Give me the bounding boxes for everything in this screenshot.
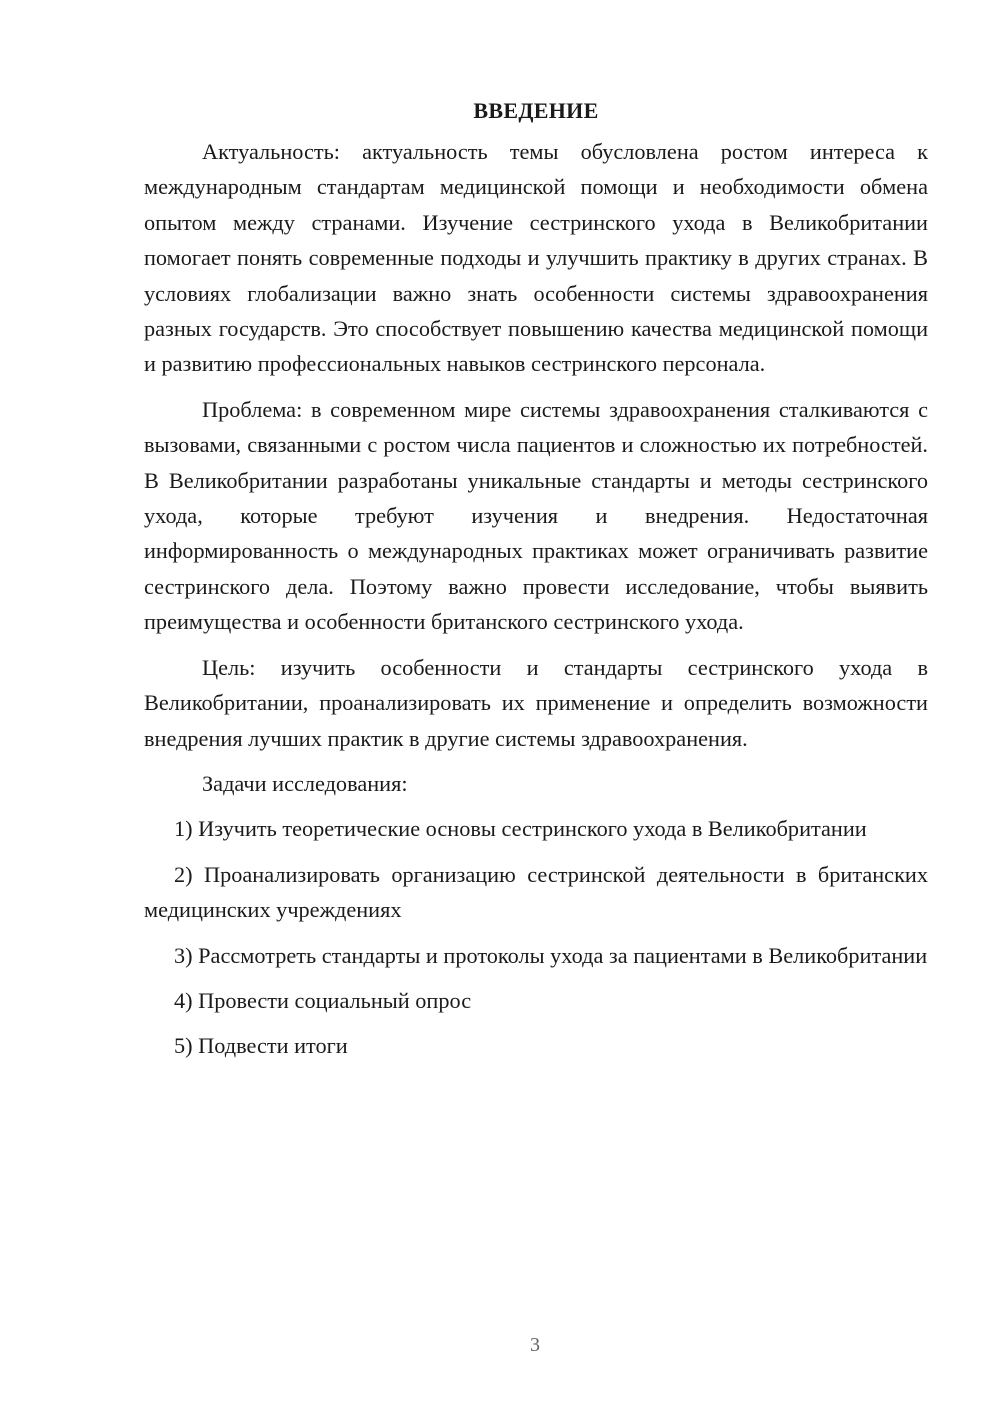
document-page bbox=[144, 96, 928, 1074]
task-item: 2) Проанализировать организацию сестринской деятельности в британских медицинских учреждениях bbox=[144, 861, 928, 923]
problem-paragraph: Проблема: в современном мире системы здравоохранения сталкиваются с вызовами, связанными с ростом числа пациентов и сложностью их потребностей. В Великобритании разработаны уникальные стандарты и методы сестринского ухода, которые требуют изучения и внедрения. Недостаточная информированность о международных практиках может ограничивать развитие сестринского дела. Поэтому важно провести исследование, чтобы выявить преимущества и особенности британского сестринского ухода. bbox=[144, 396, 928, 635]
goal-paragraph: Цель: изучить особенности и стандарты сестринского ухода в Великобритании, проанализировать их применение и определить возможности внедрения лучших практик в другие системы здравоохранения. bbox=[144, 654, 928, 751]
task-item: 3) Рассмотреть стандарты и протоколы ухода за пациентами в Великобритании bbox=[174, 942, 928, 968]
tasks-heading: Задачи исследования: bbox=[202, 770, 408, 796]
task-item: 5) Подвести итоги bbox=[174, 1033, 348, 1059]
task-item: 1) Изучить теоретические основы сестринского ухода в Великобритании bbox=[174, 816, 867, 842]
page-title: ВВЕДЕНИЕ bbox=[473, 98, 599, 123]
page-number: 3 bbox=[530, 1334, 540, 1356]
task-item: 4) Провести социальный опрос bbox=[174, 987, 472, 1013]
relevance-paragraph: Актуальность: актуальность темы обусловлена ростом интереса к международным стандартам медицинской помощи и необходимости обмена опытом между странами. Изучение сестринского ухода в Великобритании помогает понять современные подходы и улучшить практику в других странах. В условиях глобализации важно знать особенности системы здравоохранения разных государств. Это способствует повышению качества медицинской помощи и развитию профессиональных навыков сестринского персонала. bbox=[144, 139, 928, 377]
